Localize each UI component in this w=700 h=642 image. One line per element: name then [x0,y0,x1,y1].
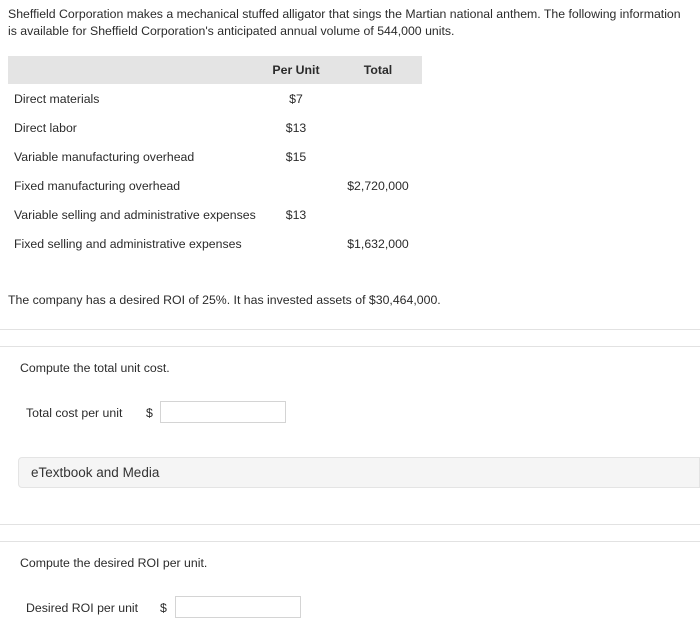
table-row [8,113,422,142]
row-per-unit [258,171,334,200]
row-total [334,113,422,142]
table-row [8,200,422,229]
section-divider [0,346,700,347]
question-total-unit-cost: Compute the total unit cost. [20,361,170,375]
etextbook-media-button[interactable]: eTextbook and Media [18,457,700,488]
row-label: Variable selling and administrative expenses [14,207,256,222]
row-total [334,200,422,229]
row-per-unit: $15 [285,149,307,164]
total-cost-per-unit-label: Total cost per unit [26,406,123,420]
row-label: Direct labor [14,120,77,135]
row-per-unit [258,229,334,258]
problem-intro: Sheffield Corporation makes a mechanical stuffed alligator that sings the Martian national anthem. The following information is available for Sheffield Corporation's anticipated annual volume of 544,000 units. [8,7,681,38]
table-header-per-unit: Per Unit [258,56,334,84]
row-label: Direct materials [14,91,100,106]
table-row [8,142,422,171]
table-row [8,84,422,113]
row-label: Fixed manufacturing overhead [14,178,181,193]
question-desired-roi-per-unit: Compute the desired ROI per unit. [20,556,208,570]
section-divider [0,329,700,330]
row-per-unit: $13 [285,120,307,135]
section-divider [0,524,700,525]
row-total [334,84,422,113]
table-row [8,229,422,258]
row-label: Fixed selling and administrative expenses [14,236,242,251]
row-per-unit: $7 [289,91,303,106]
currency-symbol: $ [146,406,153,420]
total-cost-per-unit-input[interactable] [160,401,286,423]
row-total [334,142,422,171]
table-row [8,171,422,200]
table-header-label [8,56,258,84]
row-label: Variable manufacturing overhead [14,149,195,164]
desired-roi-per-unit-input[interactable] [175,596,301,618]
table-header-row [8,56,422,84]
row-total: $2,720,000 [347,178,409,193]
currency-symbol: $ [160,601,167,615]
section-divider [0,541,700,542]
roi-info: The company has a desired ROI of 25%. It has invested assets of $30,464,000. [8,293,441,307]
row-total: $1,632,000 [347,236,409,251]
row-per-unit: $13 [285,207,307,222]
table-header-total: Total [334,56,422,84]
desired-roi-per-unit-label: Desired ROI per unit [26,601,139,615]
cost-table [8,56,422,258]
